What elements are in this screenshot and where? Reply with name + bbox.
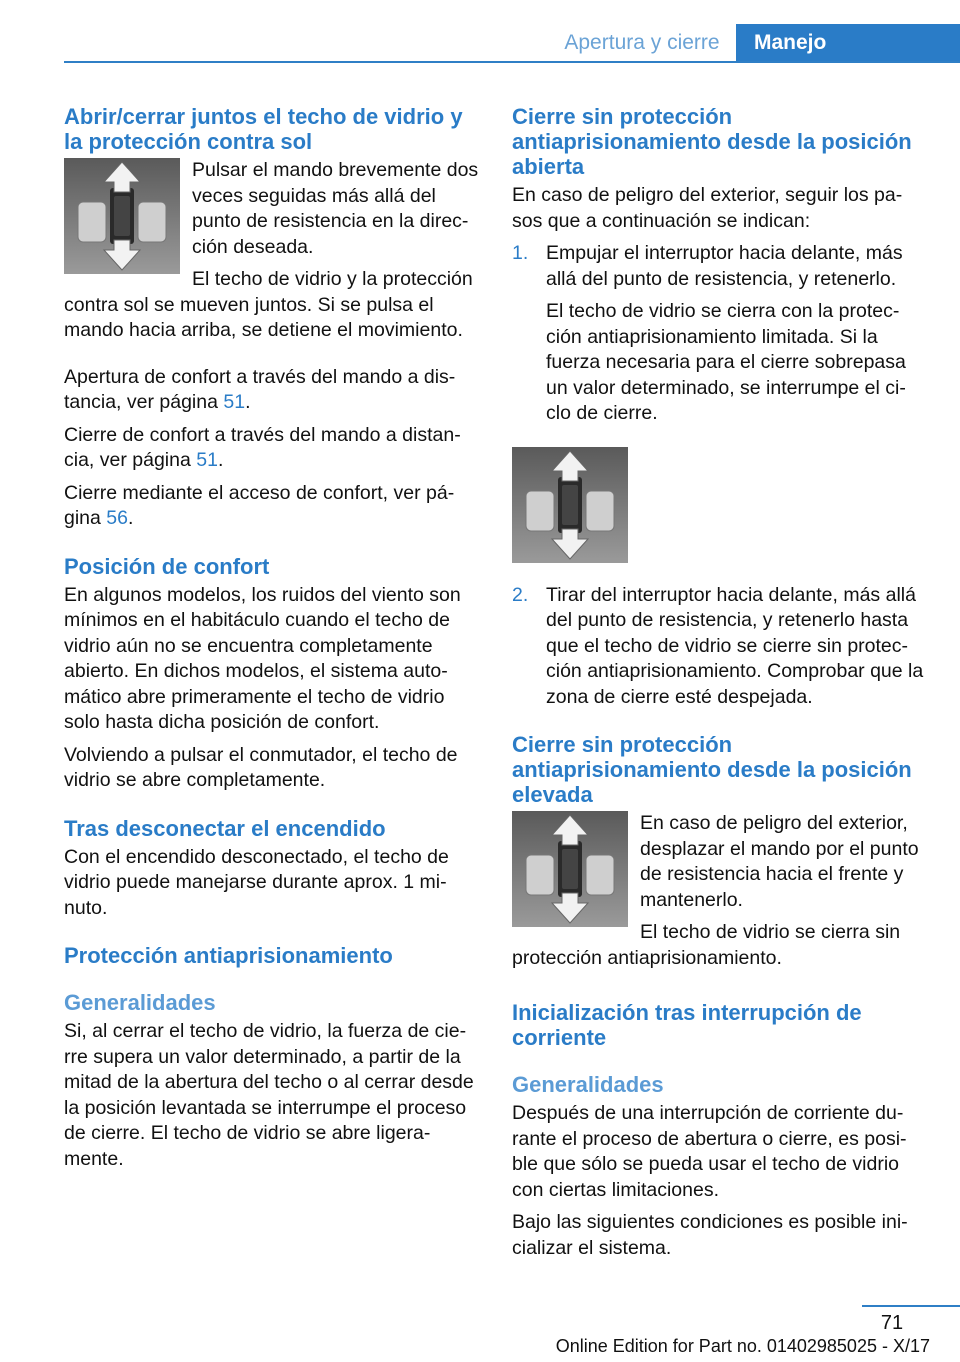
page-number: 71 xyxy=(880,1312,904,1334)
paragraph: En caso de peligro del exterior, desplazar el mando por el punto de resistencia hacia el frente y mantenerlo. xyxy=(640,812,919,911)
heading-comfort-position: Posición de confort xyxy=(64,553,270,579)
heading-after-ignition-off: Tras desconectar el encendido xyxy=(64,815,386,841)
paragraph: Volviendo a pulsar el conmutador, el techo de vidrio se abre completamente. xyxy=(64,743,458,791)
header-chapter-tab: Manejo xyxy=(736,24,960,62)
paragraph: Empujar el interruptor hacia delante, más allá del punto de resistencia, y retenerlo. xyxy=(546,242,903,290)
paragraph: Tirar del interruptor hacia delante, más allá del punto de resistencia, y retenerlo hasta que el techo de vidrio se cierre sin protec‐ción antiaprisionamiento. Comprobar que la zona de cierre esté despejada. xyxy=(546,583,924,708)
paragraph: En caso de peligro del exterior, seguir los pa‐sos que a continuación se indican: xyxy=(512,184,903,232)
paragraph: El techo de vidrio se cierra sin protección antiaprisionamiento. xyxy=(512,921,901,969)
heading-close-from-raised: Cierre sin protección antiaprisionamiento desde la posición elevada xyxy=(512,732,912,807)
paragraph-comfort-access xyxy=(64,481,480,532)
left-column xyxy=(64,104,480,1179)
list-item-figure xyxy=(512,447,928,563)
paragraph: El techo de vidrio se cierra con la protec‐ción antiaprisionamiento limitada. Si la fuerza necesaria para el cierre sobrepasa un valor determinado, se interrumpe el ci‐clo de cierre. xyxy=(546,300,906,424)
steps-list xyxy=(512,241,928,710)
step-number: 1. xyxy=(512,242,529,264)
roof-switch-figure xyxy=(512,447,628,563)
text: Cierre de confort a través del mando a distan‐cia, ver página xyxy=(64,423,461,471)
paragraph-comfort-close xyxy=(64,423,480,474)
text: Apertura de confort a través del mando a dis‐tancia, ver página xyxy=(64,365,456,413)
roof-switch-illustration xyxy=(512,447,628,563)
paragraph: Con el encendido desconectado, el techo de vidrio puede manejarse durante aprox. 1 mi‐nuto. xyxy=(64,845,449,919)
paragraph: Después de una interrupción de corriente du‐rante el proceso de abertura o cierre, es posi‐ble que sólo se pueda usar el techo de vidrio con ciertas limitaciones. xyxy=(512,1102,907,1201)
subheading-general: Generalidades xyxy=(512,1072,664,1097)
subheading-general: Generalidades xyxy=(64,990,216,1015)
heading-init-after-power-loss: Inicialización tras interrupción de corriente xyxy=(512,1000,862,1050)
roof-switch-figure xyxy=(512,811,628,927)
page-link-51[interactable]: 51 xyxy=(223,391,246,413)
paragraph: En algunos modelos, los ruidos del viento son mínimos en el habitáculo cuando el techo de vidrio aún no se encuentra completamente abierto. En dichos modelos, el sistema auto‐mático abre primeramente el techo de vidrio solo hasta dicha posición de confort. xyxy=(64,583,461,733)
heading-close-from-open: Cierre sin protección antiaprisionamiento desde la posición abierta xyxy=(512,104,912,179)
text: . xyxy=(128,507,134,529)
page-link-56[interactable]: 56 xyxy=(106,507,128,529)
text: . xyxy=(217,449,224,471)
roof-switch-illustration xyxy=(512,811,628,927)
right-column xyxy=(512,104,928,1268)
text: Cierre mediante el acceso de confort, ver pá‐gina xyxy=(64,481,455,529)
paragraph: Pulsar el mando brevemente dos veces seguidas más allá del punto de resistencia en la direc‐ción deseada. xyxy=(192,159,479,258)
footer-edition: Online Edition for Part no. 01402985025 - X/17 xyxy=(555,1336,930,1356)
roof-switch-illustration xyxy=(64,158,180,274)
header-rule xyxy=(64,61,960,63)
roof-switch-figure xyxy=(64,158,180,274)
heading-pinch-protection: Protección antiaprisionamiento xyxy=(64,943,393,968)
paragraph: Si, al cerrar el techo de vidrio, la fuerza de cie‐rre supera un valor determinado, a partir de la mitad de la abertura del techo o al cerrar desde la posición levantada se interrumpe el proceso de cierre. El techo de vidrio se abre ligera‐mente. xyxy=(64,1020,474,1170)
paragraph: El techo de vidrio y la protección contra sol se mueven juntos. Si se pulsa el mando hacia arriba, se detiene el movimiento. xyxy=(64,268,473,341)
heading-open-close-together: Abrir/cerrar juntos el techo de vidrio y la protección contra sol xyxy=(64,104,463,154)
text: . xyxy=(245,391,251,413)
list-item xyxy=(512,583,928,711)
header-section-title: Apertura y cierre xyxy=(564,31,720,54)
footer-rule xyxy=(862,1305,960,1307)
list-item xyxy=(512,241,928,427)
page-link-51[interactable]: 51 xyxy=(196,449,218,471)
paragraph: Bajo las siguientes condiciones es posible ini‐cializar el sistema. xyxy=(512,1211,908,1259)
step-number: 2. xyxy=(512,583,529,606)
paragraph-comfort-open xyxy=(64,365,480,416)
